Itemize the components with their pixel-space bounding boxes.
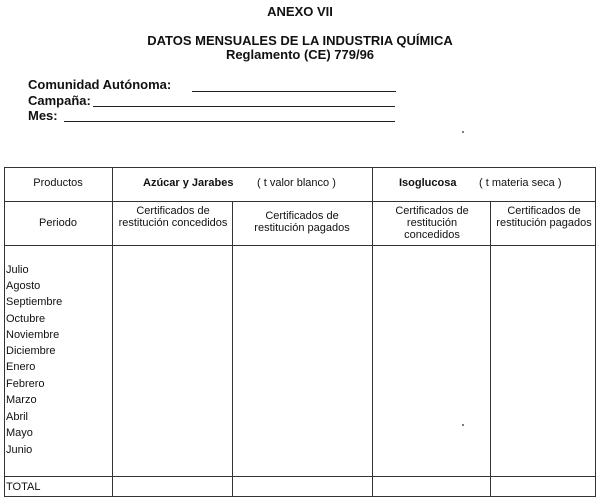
isoglucose-unit: ( t materia seca ) — [479, 177, 562, 189]
sugar-paid-header: Certificados de restitución pagados — [254, 210, 350, 234]
month-row-agosto: Agosto — [6, 280, 41, 292]
table-border-bottom — [4, 496, 596, 497]
community-label: Comunidad Autónoma: — [28, 77, 172, 92]
sugar-paid-cells[interactable] — [233, 246, 371, 475]
month-row-noviembre: Noviembre — [6, 329, 60, 341]
isoglucose-granted-cells[interactable] — [373, 246, 489, 475]
sugar-granted-header: Certificados de restitución concedidos — [118, 205, 228, 229]
sugar-unit: ( t valor blanco ) — [257, 177, 336, 189]
total-row-label: TOTAL — [6, 481, 41, 493]
month-row-enero: Enero — [6, 361, 36, 373]
month-row-septiembre: Septiembre — [6, 296, 63, 308]
month-row-diciembre: Diciembre — [6, 345, 56, 357]
isoglucose-granted-header: Certificados de restitución concedidos — [395, 205, 469, 241]
speck-mark — [462, 424, 464, 426]
isoglucose-paid-cells[interactable] — [491, 246, 594, 475]
period-header: Periodo — [39, 217, 77, 229]
month-row-julio: Julio — [6, 264, 29, 276]
month-label: Mes: — [28, 108, 58, 123]
products-header: Productos — [33, 177, 83, 189]
community-field[interactable] — [192, 91, 396, 92]
sugar-header: Azúcar y Jarabes — [143, 177, 234, 189]
annex-title: ANEXO VII — [267, 4, 333, 19]
table-border-top — [4, 167, 596, 168]
regulation-reference: Reglamento (CE) 779/96 — [225, 47, 375, 62]
month-row-marzo: Marzo — [6, 394, 37, 406]
isoglucose-header: Isoglucosa — [399, 177, 457, 189]
month-row-octubre: Octubre — [6, 313, 46, 325]
table-total-divider — [4, 476, 596, 477]
sugar-granted-cells[interactable] — [113, 246, 231, 475]
table-border-right — [595, 167, 596, 496]
month-row-febrero: Febrero — [6, 378, 45, 390]
month-row-junio: Junio — [6, 444, 33, 456]
month-row-abril: Abril — [6, 411, 29, 423]
document-title: DATOS MENSUALES DE LA INDUSTRIA QUÍMICA — [147, 33, 453, 48]
month-row-mayo: Mayo — [6, 427, 33, 439]
campaign-label: Campaña: — [28, 93, 91, 108]
campaign-field[interactable] — [93, 106, 395, 107]
speck-mark — [462, 131, 464, 133]
month-field[interactable] — [64, 121, 395, 122]
isoglucose-paid-header: Certificados de restitución pagados — [496, 205, 592, 229]
table-header-divider — [4, 201, 596, 202]
